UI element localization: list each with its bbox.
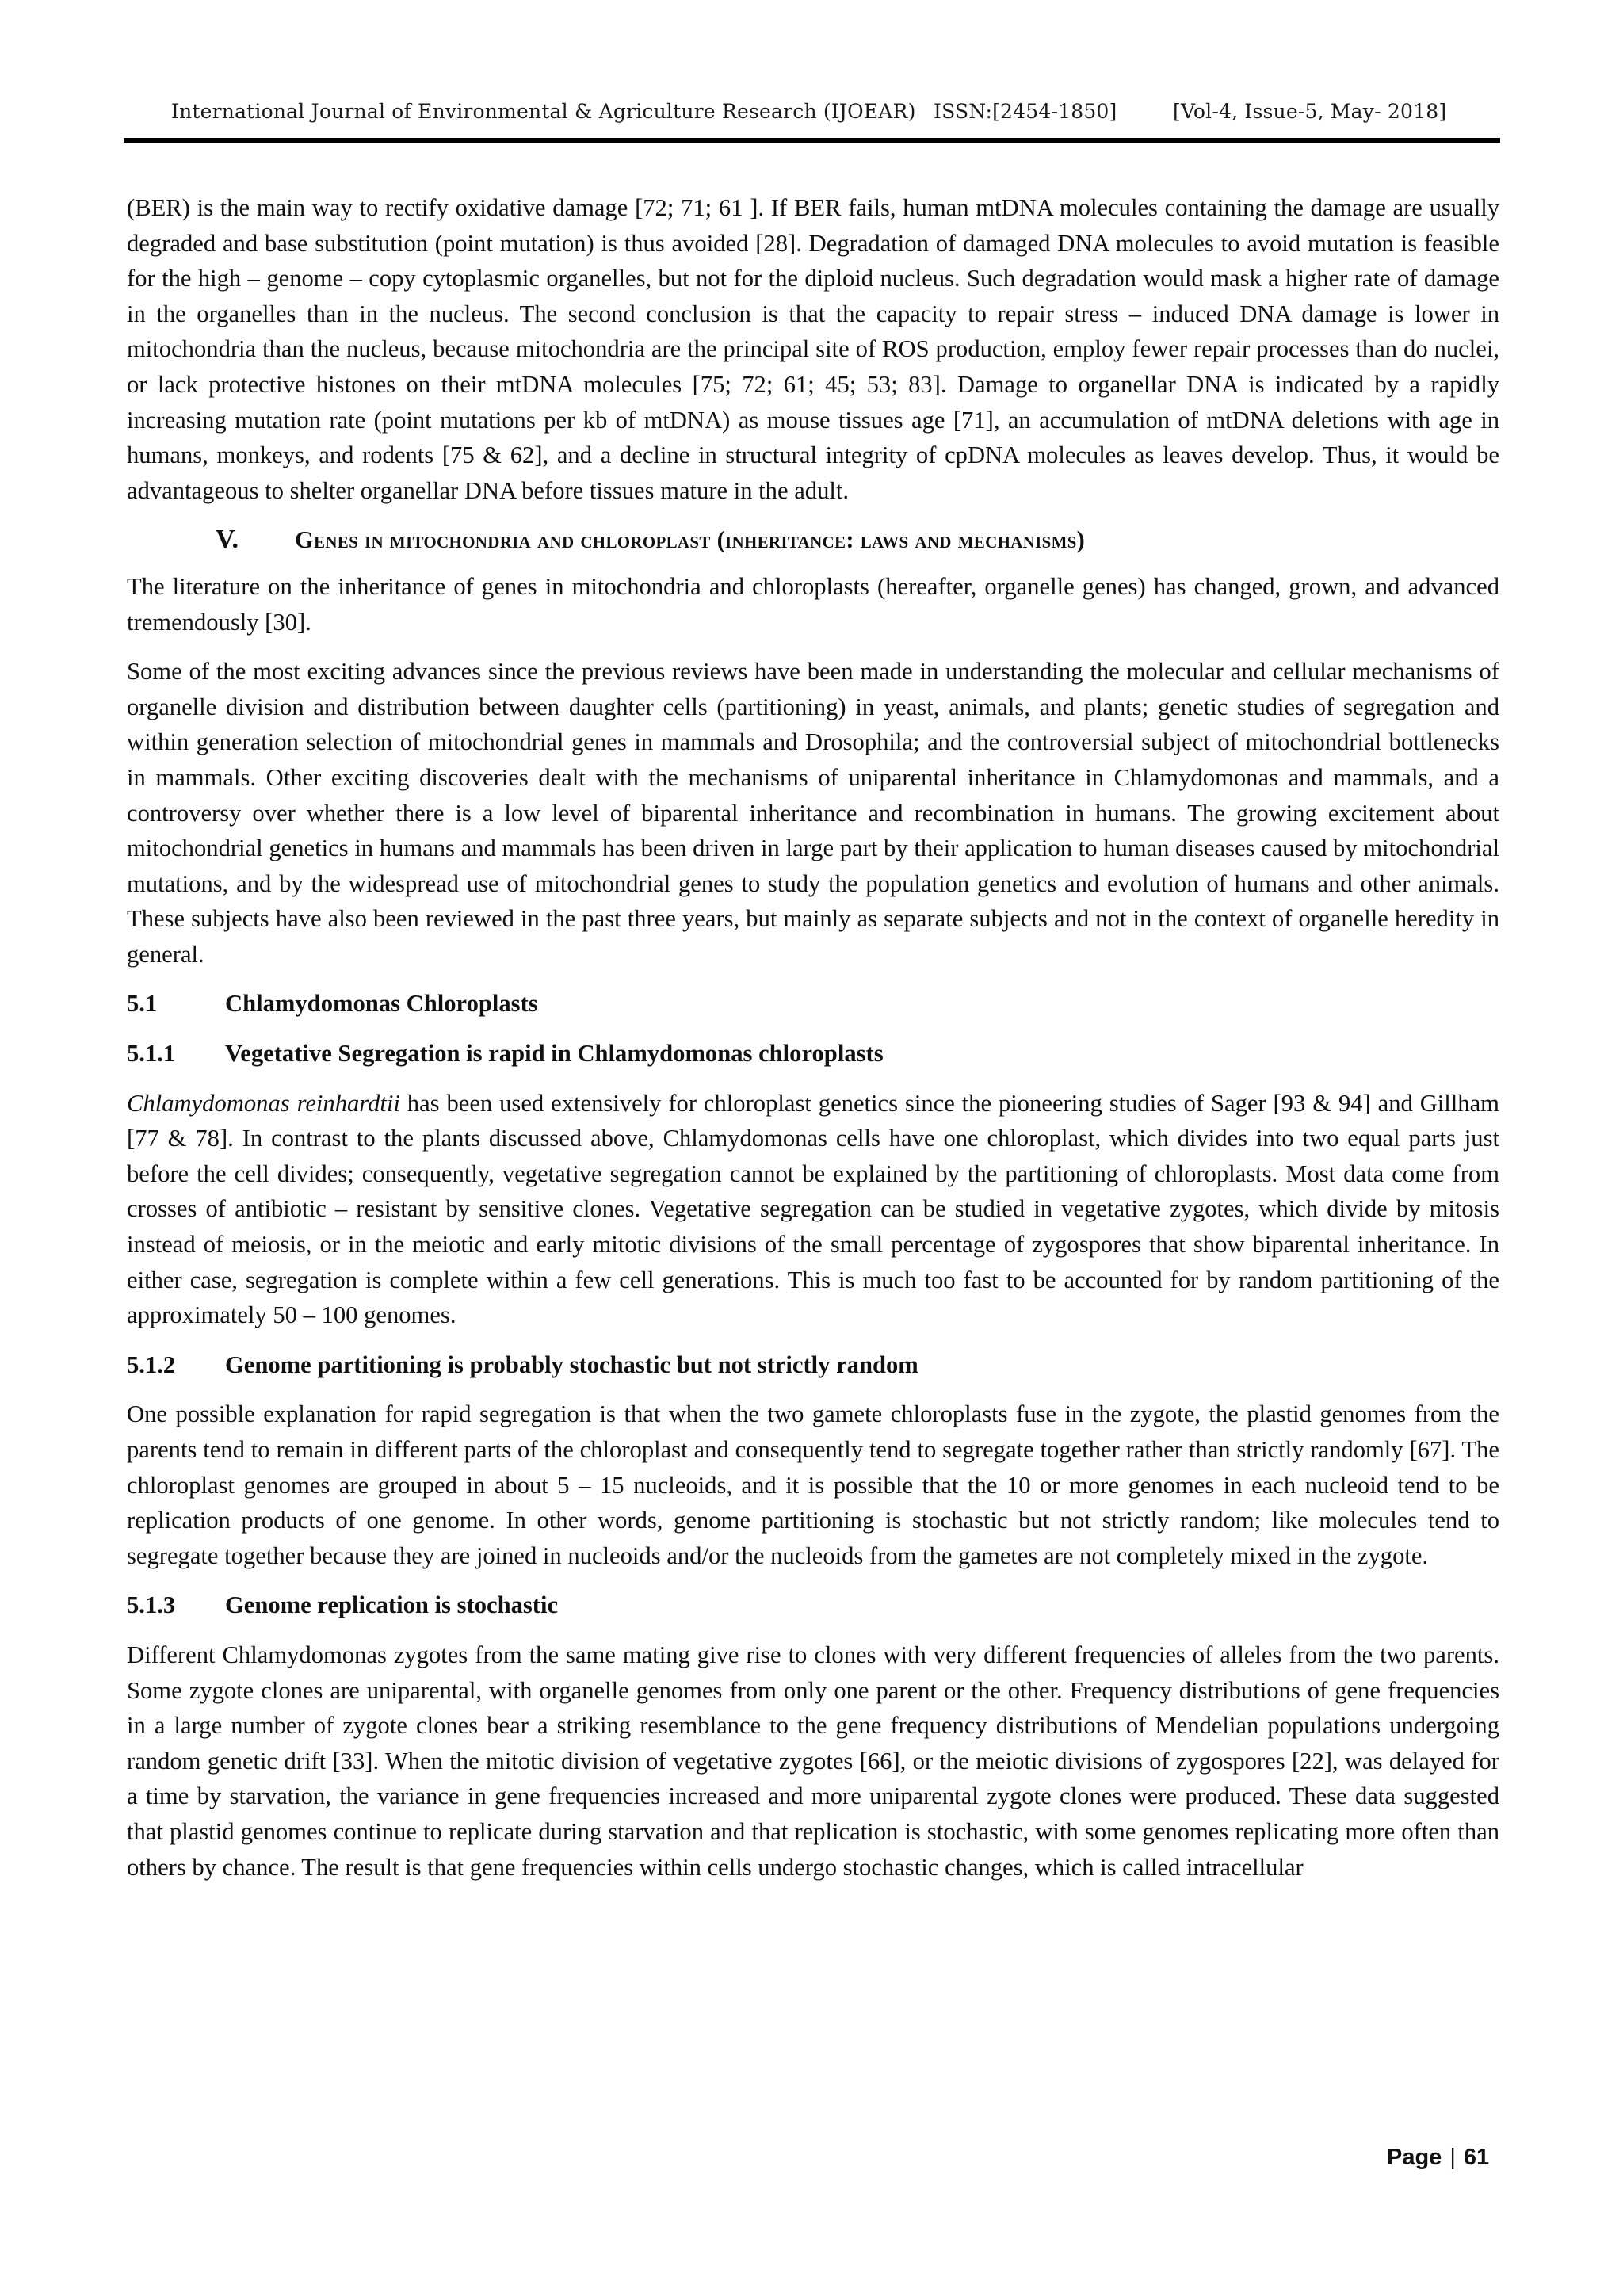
issn-label: ISSN:[2454-1850] bbox=[934, 100, 1117, 123]
subsection-title: Vegetative Segregation is rapid in Chlamydomonas chloroplasts bbox=[225, 1040, 884, 1068]
page-label: Page bbox=[1387, 2145, 1442, 2170]
subsection-heading-5-1-1 bbox=[127, 1036, 1499, 1072]
subsection-number: 5.1.2 bbox=[127, 1350, 176, 1378]
section-title: Genes in mitochondria and chloroplast (inheritance: laws and mechanisms) bbox=[295, 526, 1086, 554]
paragraph-v2: Some of the most exciting advances since the previous reviews have been made in understanding the molecular and cellular mechanisms of organelle division and distribution between daughter cells (partitioning) in yeast, animals, and plants; genetic studies of segregation and within generation selection of mitochondrial genes in mammals and Drosophila; and the controversial subject of mitochondrial bottlenecks in mammals. Other exciting discoveries dealt with the mechanisms of uniparental inheritance in Chlamydomonas and mammals, and a controversy over whether there is a low level of biparental inheritance and recombination in humans. The growing excitement about mitochondrial genetics in humans and mammals has been driven in large part by their application to human diseases caused by mitochondrial mutations, and by the widespread use of mitochondrial genes to study the population genetics and evolution of humans and other animals. These subjects have also been reviewed in the past three years, but mainly as separate subjects and not in the context of organelle heredity in general. bbox=[127, 658, 1499, 968]
paragraph-text: has been used extensively for chloroplast genetics since the pioneering studies of Sager [93 & 94] and Gillham [77 & 78]. In contrast to the plants discussed above, Chlamydomonas cells have one chloroplast, which divides into two equal parts just before the cell divides; consequently, vegetative segregation cannot be explained by the partitioning of chloroplasts. Most data come from crosses of antibiotic – resistant by sensitive clones. Vegetative segregation can be studied in vegetative zygotes, which divide by mitosis instead of meiosis, or in the meiotic and early mitotic divisions of the small percentage of zygospores that show biparental inheritance. In either case, segregation is complete within a few cell generations. This is much too fast to be accounted for by random partitioning of the approximately 50 – 100 genomes. bbox=[127, 1089, 1499, 1329]
subsection-title: Chlamydomonas Chloroplasts bbox=[225, 990, 538, 1018]
paragraph-intro: (BER) is the main way to rectify oxidative damage [72; 71; 61 ]. If BER fails, human mtDNA molecules containing the damage are usually degraded and base substitution (point mutation) is thus avoided [28]. Degradation of damaged DNA molecules to avoid mutation is feasible for the high – genome – copy cytoplasmic organelles, but not for the diploid nucleus. Such degradation would mask a higher rate of damage in the organelles than in the nucleus. The second conclusion is that the capacity to repair stress – induced DNA damage is lower in mitochondria than the nucleus, because mitochondria are the principal site of ROS production, employ fewer repair processes than do nuclei, or lack protective histones on their mtDNA molecules [75; 72; 61; 45; 53; 83]. Damage to organellar DNA is indicated by a rapidly increasing mutation rate (point mutations per kb of mtDNA) as mouse tissues age [71], an accumulation of mtDNA deletions with age in humans, monkeys, and rodents [75 & 62], and a decline in structural integrity of cpDNA molecules as leaves develop. Thus, it would be advantageous to shelter organellar DNA before tissues mature in the adult. bbox=[127, 194, 1499, 504]
paragraph-5-1-3: Different Chlamydomonas zygotes from the same mating give rise to clones with very different frequencies of alleles from the two parents. Some zygote clones are uniparental, with organelle genomes from only one parent or the other. Frequency distributions of gene frequencies in a large number of zygote clones bear a striking resemblance to the gene frequency distributions of Mendelian populations undergoing random genetic drift [33]. When the mitotic division of vegetative zygotes [66], or the meiotic divisions of zygospores [22], was delayed for a time by starvation, the variance in gene frequencies increased and more uniparental zygote clones were produced. These data suggested that plastid genomes continue to replicate during starvation and that replication is stochastic, with some genomes replicating more often than others by chance. The result is that gene frequencies within cells undergo stochastic changes, which is called intracellular bbox=[127, 1641, 1499, 1881]
header-rule bbox=[124, 138, 1500, 143]
subsection-heading-5-1-2 bbox=[127, 1347, 1499, 1383]
subsection-title: Genome replication is stochastic bbox=[225, 1591, 559, 1619]
page-separator: | bbox=[1449, 2145, 1456, 2170]
section-heading-v bbox=[127, 522, 1499, 558]
subsection-heading-5-1-3 bbox=[127, 1587, 1499, 1623]
subsection-number: 5.1.1 bbox=[127, 1040, 176, 1068]
journal-title: International Journal of Environmental & Agriculture Research (IJOEAR) bbox=[171, 100, 916, 123]
article-body bbox=[127, 190, 1499, 1899]
subsection-heading-5-1 bbox=[127, 986, 1499, 1022]
section-number: V. bbox=[216, 525, 239, 555]
subsection-number: 5.1.3 bbox=[127, 1591, 176, 1619]
subsection-title: Genome partitioning is probably stochastic but not strictly random bbox=[225, 1350, 918, 1378]
subsection-number: 5.1 bbox=[127, 990, 158, 1018]
page-number: 61 bbox=[1463, 2145, 1490, 2170]
paragraph-v1: The literature on the inheritance of genes in mitochondria and chloroplasts (hereafter, organelle genes) has changed, grown, and advanced tremendously [30]. bbox=[127, 572, 1499, 636]
volume-issue-label: [Vol-4, Issue-5, May- 2018] bbox=[1173, 100, 1447, 123]
page-footer bbox=[1387, 2145, 1489, 2171]
species-name: Chlamydomonas reinhardtii bbox=[127, 1089, 400, 1117]
paragraph-5-1-2: One possible explanation for rapid segregation is that when the two gamete chloroplasts fuse in the zygote, the plastid genomes from the parents tend to remain in different parts of the chloroplast and consequently tend to segregate together rather than strictly randomly [67]. The chloroplast genomes are grouped in about 5 – 15 nucleoids, and it is possible that the 10 or more genomes in each nucleoid tend to be replication products of one genome. In other words, genome partitioning is stochastic but not strictly random; like molecules tend to segregate together because they are joined in nucleoids and/or the nucleoids from the gametes are not completely mixed in the zygote. bbox=[127, 1400, 1499, 1569]
paragraph-5-1-1 bbox=[127, 1086, 1499, 1333]
